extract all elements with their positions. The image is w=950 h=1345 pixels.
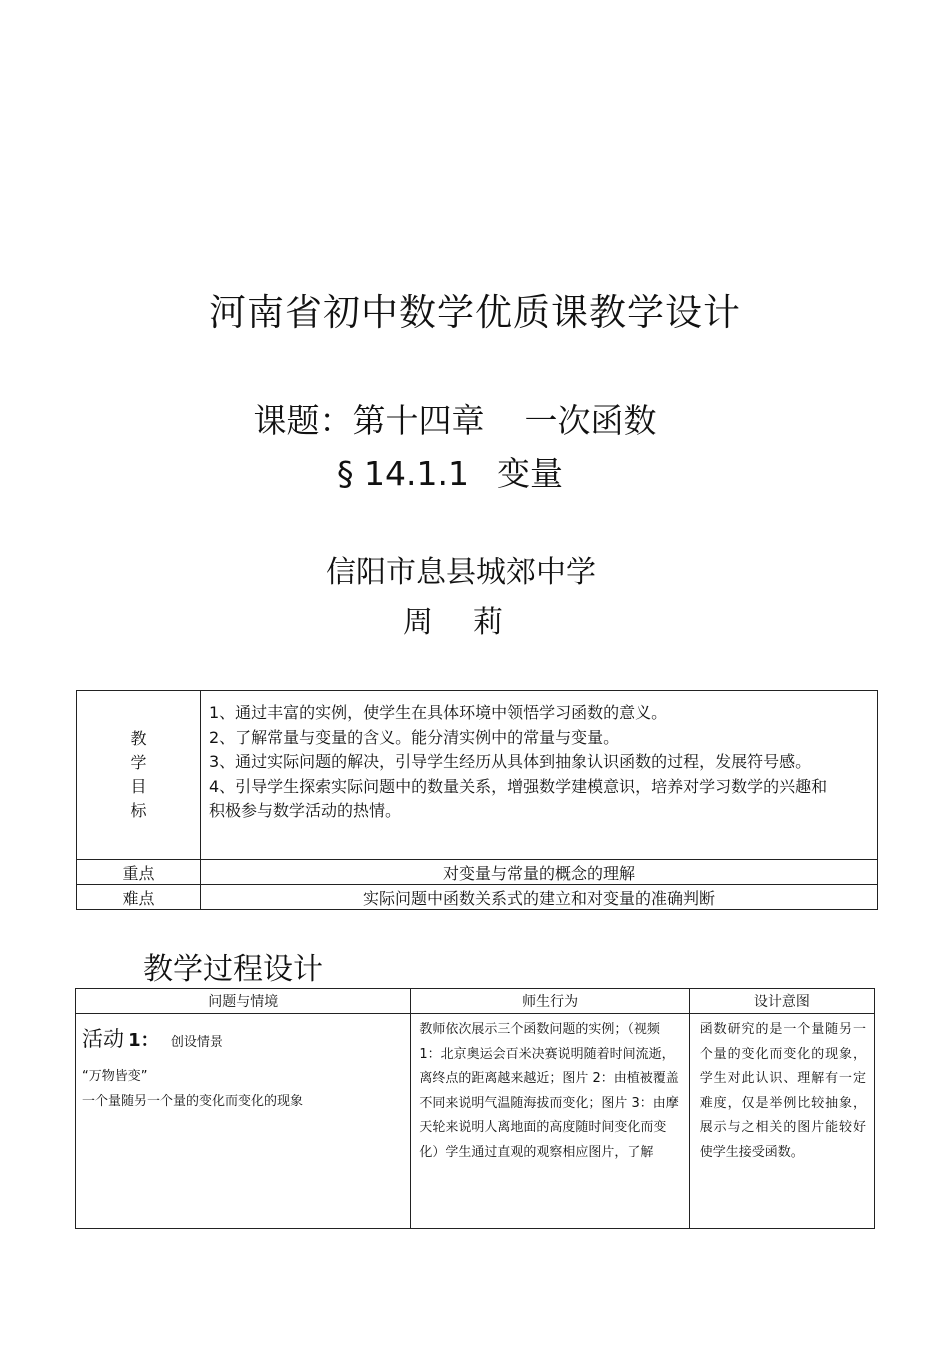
- goal-item: 1、通过丰富的实例，使学生在具体环境中领悟学习函数的意义。: [209, 703, 668, 722]
- difficulty-label: 难点: [77, 885, 201, 910]
- activity-number: 1：: [128, 1030, 159, 1051]
- problem-line: 一个量随另一个量的变化而变化的现象: [82, 1094, 304, 1109]
- problem-cell: [76, 1014, 411, 1229]
- goal-item: 3、通过实际问题的解决，引导学生经历从具体到抽象认识函数的过程，发展符号感。: [209, 752, 812, 771]
- school-name: 信阳市息县城郊中学: [326, 555, 596, 590]
- header-intent: 设计意图: [689, 989, 874, 1014]
- goals-label-char: 标: [130, 801, 147, 820]
- author-name: 周莉: [403, 605, 543, 640]
- activity-row: [76, 1014, 875, 1229]
- header-problem: 问题与情境: [76, 989, 411, 1014]
- key-point-value: 对变量与常量的概念的理解: [201, 860, 878, 885]
- activity-heading: [82, 1024, 404, 1058]
- goal-item: 4、引导学生探索实际问题中的数量关系，增强数学建模意识，培养对学习数学的兴趣和积极参与数学活动的热情。: [209, 776, 828, 820]
- goals-label-cell: [77, 691, 201, 860]
- goals-row: [77, 691, 878, 860]
- topic-chapter: 一次函数: [524, 401, 657, 440]
- activity-name: 创设情景: [170, 1035, 223, 1050]
- activity-label: 活动: [82, 1027, 124, 1051]
- goals-label-char: 学: [130, 753, 147, 772]
- goals-label-char: 目: [130, 777, 147, 796]
- intent-cell: 函数研究的是一个量随另一个量的变化而变化的现象，学生对此认识、理解有一定难度，仅是举例比较抽象，展示与之相关的图片能较好使学生接受函数。: [689, 1014, 874, 1229]
- process-table: [75, 988, 875, 1229]
- topic-line: [0, 395, 910, 442]
- key-point-row: [77, 860, 878, 885]
- action-cell: 教师依次展示三个函数问题的实例；（视频 1：北京奥运会百米决赛说明随着时间流逝，离终点的距离越来越近；图片 2：由植被覆盖不同来说明气温随海拔而变化；图片 3：由摩天轮来说明人离地面的高度随时间变化而变化）学生通过直观的观察相应图片，了解: [411, 1014, 689, 1229]
- key-point-label: 重点: [77, 860, 201, 885]
- difficulty-row: [77, 885, 878, 910]
- goals-label-char: 教: [130, 729, 147, 748]
- goals-table: [76, 690, 878, 910]
- section-number: § 14.1.1: [337, 454, 469, 493]
- page-title: 河南省初中数学优质课教学设计: [209, 291, 741, 334]
- topic-label: 课题：第十四章: [253, 401, 485, 440]
- process-title: 教学过程设计: [143, 952, 323, 987]
- section-line: [0, 448, 900, 495]
- problem-line: “万物皆变”: [82, 1069, 148, 1084]
- goal-item: 2、了解常量与变量的含义。能分清实例中的常量与变量。: [209, 727, 620, 747]
- goals-list: [201, 691, 878, 860]
- process-header-row: [76, 989, 875, 1014]
- difficulty-value: 实际问题中函数关系式的建立和对变量的准确判断: [201, 885, 878, 910]
- header-action: 师生行为: [411, 989, 689, 1014]
- section-name: 变量: [496, 454, 563, 493]
